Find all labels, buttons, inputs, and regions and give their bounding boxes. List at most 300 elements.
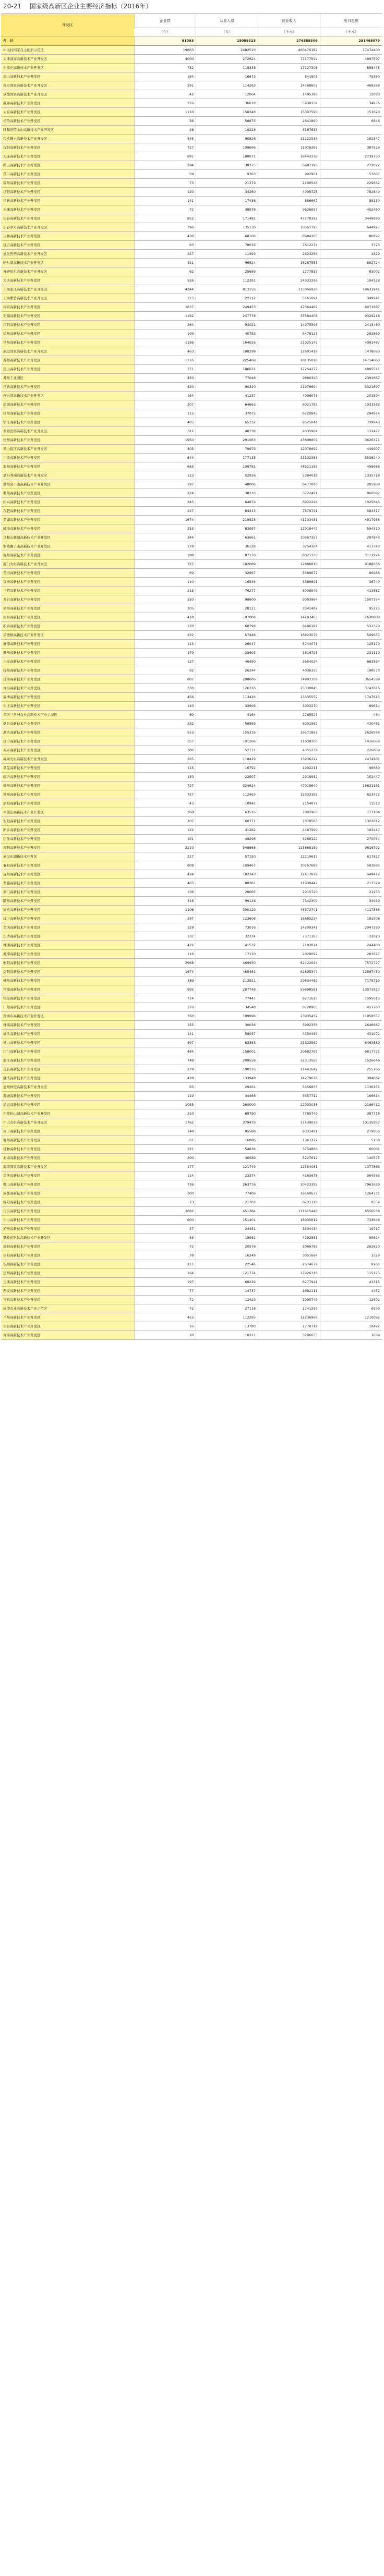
revenue-cell: 12918447: [258, 524, 320, 533]
zone-name-cell: 仙桃高新技术产业开发区: [1, 905, 134, 914]
table-row: [1, 276, 382, 285]
export-cell: 13073827: [320, 985, 382, 994]
employees-cell: 324624: [196, 781, 258, 790]
employees-cell: 83957: [196, 524, 258, 533]
table-row: [1, 1215, 382, 1224]
export-cell: 11858557: [320, 1011, 382, 1020]
zone-name-cell: 黄冈高新技术产业开发区: [1, 923, 134, 932]
table-row: [1, 471, 382, 480]
enterprises-cell: 1186: [134, 338, 196, 347]
table-row: [1, 453, 382, 462]
revenue-cell: 22033036: [258, 1100, 320, 1109]
employees-cell: 112391: [196, 276, 258, 285]
export-cell: 34939: [320, 896, 382, 905]
enterprises-cell: 141: [134, 1029, 196, 1038]
table-row: [1, 1242, 382, 1251]
column-header-employees: 从业人员: [196, 14, 258, 28]
table-row: [1, 772, 382, 781]
export-cell: 452460: [320, 205, 382, 214]
employees-cell: 108781: [196, 462, 258, 471]
employees-cell: 548668: [196, 843, 258, 852]
enterprises-cell: 1055: [134, 1100, 196, 1109]
table-row: [1, 249, 382, 258]
export-cell: 349941: [320, 294, 382, 302]
zone-name-cell: 宝鸡高新技术产业开发区: [1, 1295, 134, 1304]
revenue-cell: 17254277: [258, 364, 320, 373]
revenue-cell: 12236968: [258, 1313, 320, 1322]
enterprises-cell: 316: [134, 896, 196, 905]
revenue-cell: 13936222: [258, 754, 320, 763]
zone-name-cell: 烟台高新技术产业开发区: [1, 719, 134, 728]
zone-name-cell: 常熟高新技术产业开发区: [1, 382, 134, 391]
revenue-cell: 1990749: [258, 1295, 320, 1304]
table-row: [1, 1224, 382, 1233]
enterprises-cell: 188: [134, 551, 196, 559]
export-cell: 1478690: [320, 347, 382, 356]
export-cell: 739943: [320, 418, 382, 426]
zone-name-cell: 潍坊高新技术产业开发区: [1, 728, 134, 737]
table-row: [1, 338, 382, 347]
zone-name-cell: 咸宁高新技术产业开发区: [1, 914, 134, 923]
employees-cell: 135130: [196, 223, 258, 231]
employees-cell: 17110: [196, 949, 258, 958]
export-cell: 18631161: [320, 781, 382, 790]
export-cell: 270034: [320, 834, 382, 843]
enterprises-cell: 1176: [134, 356, 196, 364]
employees-cell: 2482510: [196, 45, 258, 54]
employees-cell: 52171: [196, 746, 258, 754]
employees-cell: 57150: [196, 852, 258, 861]
employees-cell: 20576: [196, 1242, 258, 1251]
employees-cell: 112463: [196, 790, 258, 799]
employees-cell: 78979: [196, 444, 258, 453]
table-row: [1, 1100, 382, 1109]
export-cell: 3111924: [320, 551, 382, 559]
export-cell: 663834: [320, 657, 382, 666]
export-cell: 733646: [320, 1215, 382, 1224]
export-cell: 292669: [320, 329, 382, 338]
employees-cell: 101266: [196, 737, 258, 746]
enterprises-cell: 113: [134, 639, 196, 648]
table-row: [1, 932, 382, 941]
export-cell: 644927: [320, 223, 382, 231]
revenue-cell: 30167689: [258, 861, 320, 870]
employees-cell: 77447: [196, 994, 258, 1003]
revenue-cell: 1277853: [258, 267, 320, 276]
export-cell: 3743616: [320, 683, 382, 692]
zone-name-cell: 柳州高新技术产业开发区: [1, 1136, 134, 1144]
revenue-cell: 41103481: [258, 515, 320, 524]
export-cell: 1031583: [320, 400, 382, 409]
enterprises-cell: 852: [134, 214, 196, 223]
employees-cell: 126316: [196, 683, 258, 692]
employees-cell: 182089: [196, 559, 258, 568]
export-cell: 6599: [320, 1304, 382, 1313]
enterprises-cell: 116: [134, 949, 196, 958]
table-row: [1, 808, 382, 816]
export-cell: 194128: [320, 276, 382, 285]
enterprises-cell: 140: [134, 701, 196, 710]
table-row: [1, 125, 382, 134]
export-cell: 36740: [320, 577, 382, 586]
export-cell: 4805511: [320, 364, 382, 373]
zone-name-cell: 洛阳高新技术产业开发区: [1, 799, 134, 808]
export-cell: 449907: [320, 444, 382, 453]
table-row: [1, 524, 382, 533]
employees-cell: 13429: [196, 1295, 258, 1304]
revenue-cell: 14279678: [258, 1073, 320, 1082]
table-header: [1, 14, 382, 36]
export-cell: 14714663: [320, 356, 382, 364]
table-row: [1, 719, 382, 728]
enterprises-cell: 526: [134, 276, 196, 285]
revenue-cell: 4355239: [258, 746, 320, 754]
export-cell: 2474901: [320, 754, 382, 763]
revenue-cell: 3254364: [258, 542, 320, 551]
employees-cell: 38978: [196, 205, 258, 214]
table-row: [1, 409, 382, 418]
zone-name-cell: 包头稀土高新技术产业开发区: [1, 134, 134, 143]
employees-cell: 41282: [196, 825, 258, 834]
employees-cell: 36128: [196, 542, 258, 551]
export-cell: 3626371: [320, 435, 382, 444]
zone-name-cell: 怀化高新技术产业开发区: [1, 994, 134, 1003]
employees-cell: 25689: [196, 267, 258, 276]
export-cell: 182347: [320, 134, 382, 143]
enterprises-cell: 213: [134, 586, 196, 595]
export-cell: 1210092: [320, 1313, 382, 1322]
employees-cell: 485461: [196, 967, 258, 976]
zone-name-cell: 长春净月高新技术产业开发区: [1, 223, 134, 231]
enterprises-cell: 1637: [134, 302, 196, 311]
table-row: [1, 568, 382, 577]
zone-name-cell: 长沙高新技术产业开发区: [1, 932, 134, 941]
table-row: [1, 737, 382, 746]
zone-name-cell: 阜新高新技术产业开发区: [1, 196, 134, 205]
zone-name-cell: 蚌埠高新技术产业开发区: [1, 524, 134, 533]
export-cell: 294974: [320, 409, 382, 418]
enterprises-cell: 150: [134, 772, 196, 781]
employees-cell: 64879: [196, 497, 258, 506]
export-cell: 882724: [320, 258, 382, 267]
employees-cell: 209558: [196, 1056, 258, 1065]
enterprises-cell: 20: [134, 1330, 196, 1339]
revenue-cell: 47178192: [258, 214, 320, 223]
revenue-cell: 2641890: [258, 116, 320, 125]
export-cell: 96968: [320, 568, 382, 577]
revenue-cell: 21025147: [258, 338, 320, 347]
zone-name-cell: 厦门火炬高新技术产业开发区: [1, 559, 134, 568]
employees-cell: 38375: [196, 161, 258, 169]
revenue-cell: 2106548: [258, 178, 320, 187]
table-row: [1, 311, 382, 320]
table-row: [1, 781, 382, 790]
employees-cell: 77048: [196, 373, 258, 382]
enterprises-cell: 19863: [134, 45, 196, 54]
employees-cell: 14737: [196, 1286, 258, 1295]
revenue-cell: 43898809: [258, 435, 320, 444]
enterprises-cell: 92: [134, 666, 196, 675]
table-row: [1, 497, 382, 506]
table-title: 国家级高新区企业主要经济指标（2016年）: [29, 3, 152, 10]
revenue-cell: 8728965: [258, 1003, 320, 1011]
zone-name-cell: 上海紫竹高新技术产业开发区: [1, 294, 134, 302]
revenue-cell: 3992356: [258, 1020, 320, 1029]
revenue-cell: 1902211: [258, 763, 320, 772]
table-row: [1, 542, 382, 551]
enterprises-cell: 748: [134, 1056, 196, 1065]
export-cell: 584317: [320, 506, 382, 515]
export-cell: 57607: [320, 169, 382, 178]
export-cell: 32020: [320, 932, 382, 941]
table-row: [1, 515, 382, 524]
export-cell: 10422: [320, 1322, 382, 1330]
enterprises-cell: 122: [134, 825, 196, 834]
table-row: [1, 1029, 382, 1038]
table-row: [1, 1082, 382, 1091]
enterprises-cell: 115: [134, 409, 196, 418]
revenue-cell: 3516725: [258, 648, 320, 657]
zone-name-cell: 龙岩高新技术产业开发区: [1, 595, 134, 604]
revenue-cell: 5384018: [258, 471, 320, 480]
table-row: [1, 639, 382, 648]
enterprises-cell: 184: [134, 72, 196, 81]
zone-name-cell: 杭州高新技术产业开发区: [1, 435, 134, 444]
revenue-cell: 20834489: [258, 976, 320, 985]
employees-cell: 48738: [196, 426, 258, 435]
employees-cell: 16086: [196, 1136, 258, 1144]
export-cell: 21253: [320, 887, 382, 896]
employees-cell: 28121: [196, 604, 258, 613]
table-row: [1, 1206, 382, 1215]
table-row: [1, 1171, 382, 1180]
table-row: [1, 99, 382, 107]
employees-cell: 12064: [196, 90, 258, 99]
export-cell: 1025845: [320, 497, 382, 506]
zone-name-cell: 莱芜高新技术产业开发区: [1, 763, 134, 772]
revenue-cell: 6367633: [258, 125, 320, 134]
revenue-cell: 9880340: [258, 373, 320, 382]
total-enterprises: 91093: [134, 36, 196, 45]
employees-cell: 109696: [196, 143, 258, 152]
enterprises-cell: 422: [134, 941, 196, 949]
revenue-cell: 3389677: [258, 568, 320, 577]
zone-name-cell: 绍兴高新技术产业开发区: [1, 497, 134, 506]
employees-cell: 98600: [196, 595, 258, 604]
employees-cell: 68790: [196, 1109, 258, 1118]
table-row: [1, 1065, 382, 1073]
table-row: [1, 1268, 382, 1277]
zone-name-cell: 汕头高新技术产业开发区: [1, 1029, 134, 1038]
table-row: [1, 967, 382, 976]
zone-name-cell: 盐城高新技术产业开发区: [1, 400, 134, 409]
revenue-cell: 5161691: [258, 294, 320, 302]
enterprises-cell: 420: [134, 382, 196, 391]
enterprises-cell: 207: [134, 400, 196, 409]
zone-name-cell: 鞍山高新技术产业开发区: [1, 161, 134, 169]
enterprises-cell: 389: [134, 976, 196, 985]
export-cell: 1377863: [320, 1162, 382, 1171]
employees-cell: 30036: [196, 1020, 258, 1029]
employees-cell: 48006: [196, 480, 258, 489]
table-row: [1, 861, 382, 870]
table-row: [1, 958, 382, 967]
enterprises-cell: 727: [134, 143, 196, 152]
zone-name-cell: 吉安高新技术产业开发区: [1, 657, 134, 666]
revenue-cell: 34993309: [258, 675, 320, 683]
enterprises-cell: 291: [134, 81, 196, 90]
revenue-cell: 14209341: [258, 923, 320, 932]
export-cell: 1747615: [320, 692, 382, 701]
employees-cell: 48298: [196, 834, 258, 843]
table-row: [1, 1304, 382, 1313]
zone-name-cell: 新余高新技术产业开发区: [1, 621, 134, 630]
zone-name-cell: 萧山临江高新技术产业开发区: [1, 444, 134, 453]
employees-cell: 30589: [196, 1153, 258, 1162]
employees-cell: 171482: [196, 214, 258, 223]
enterprises-cell: 72: [134, 1295, 196, 1304]
enterprises-cell: 1162: [134, 311, 196, 320]
enterprises-cell: 727: [134, 559, 196, 568]
indicator-table: [1, 14, 382, 1340]
table-row: [1, 1153, 382, 1162]
zone-name-cell: 兰州高新技术产业开发区: [1, 1313, 134, 1322]
export-cell: 4917938: [320, 515, 382, 524]
revenue-cell: 21976694: [258, 382, 320, 391]
export-cell: 2413460: [320, 320, 382, 329]
table-row: [1, 985, 382, 994]
revenue-cell: 59698581: [258, 985, 320, 994]
revenue-cell: 21441642: [258, 1065, 320, 1073]
zone-name-cell: 济南高新技术产业开发区: [1, 675, 134, 683]
table-row: [1, 400, 382, 409]
table-row: [1, 701, 382, 710]
employees-cell: 280000: [196, 1100, 258, 1109]
employees-cell: 451384: [196, 1206, 258, 1215]
export-cell: 3321697: [320, 382, 382, 391]
revenue-cell: 10561793: [258, 223, 320, 231]
enterprises-cell: 1674: [134, 967, 196, 976]
enterprises-cell: 545: [134, 134, 196, 143]
revenue-cell: 8277941: [258, 1277, 320, 1286]
employees-cell: 46490: [196, 657, 258, 666]
employees-cell: 64313: [196, 506, 258, 515]
export-cell: 272022: [320, 161, 382, 169]
export-cell: 417343: [320, 542, 382, 551]
employees-cell: 113426: [196, 692, 258, 701]
zone-name-cell: 青岛高新技术产业开发区: [1, 683, 134, 692]
enterprises-cell: 484: [134, 1047, 196, 1056]
enterprises-cell: 727: [134, 781, 196, 790]
enterprises-cell: 164: [134, 391, 196, 400]
zone-name-cell: 璧山高新技术产业开发区: [1, 1180, 134, 1189]
table-row: [1, 267, 382, 276]
column-header-revenue: 营业收入: [258, 14, 320, 28]
export-cell: 2739750: [320, 152, 382, 161]
table-row: [1, 816, 382, 825]
table-row: [1, 373, 382, 382]
revenue-cell: 460476182: [258, 45, 320, 54]
zone-name-cell: 南宁高新技术产业开发区: [1, 1127, 134, 1136]
export-cell: 198570: [320, 666, 382, 675]
enterprises-cell: 683: [134, 462, 196, 471]
zone-name-cell: 武进国家高新技术产业开发区: [1, 347, 134, 356]
employees-cell: 469930: [196, 958, 258, 967]
export-cell: 1335718: [320, 471, 382, 480]
enterprises-cell: 63: [134, 1082, 196, 1091]
table-row: [1, 852, 382, 861]
export-cell: 4452: [320, 1286, 382, 1295]
zone-name-cell: 枣庄高新技术产业开发区: [1, 701, 134, 710]
employees-cell: 112285: [196, 1313, 258, 1322]
export-cell: 387526: [320, 143, 382, 152]
export-cell: 9616792: [320, 843, 382, 852]
zone-name-cell: 长治高新技术产业开发区: [1, 116, 134, 125]
employees-cell: 40783: [196, 329, 258, 338]
enterprises-cell: 119: [134, 1091, 196, 1100]
employees-cell: 64663: [196, 400, 258, 409]
zone-name-cell: 扬州高新技术产业开发区: [1, 409, 134, 418]
employees-cell: 107008: [196, 613, 258, 621]
table-row: [1, 923, 382, 932]
revenue-cell: 2918982: [258, 772, 320, 781]
export-cell: 279856: [320, 1127, 382, 1136]
zone-name-cell: 郑州高新技术产业开发区: [1, 790, 134, 799]
zone-name-cell: 宁波高新技术产业开发区: [1, 453, 134, 462]
export-cell: 6071887: [320, 302, 382, 311]
enterprises-cell: 109: [134, 329, 196, 338]
zone-name-cell: 莆田高新技术产业开发区: [1, 568, 134, 577]
export-cell: 4897597: [320, 54, 382, 63]
export-cell: 593865: [320, 861, 382, 870]
table-row: [1, 1286, 382, 1295]
revenue-cell: 12417879: [258, 870, 320, 878]
export-cell: 41315: [320, 1277, 382, 1286]
revenue-cell: 7802960: [258, 808, 320, 816]
total-export: 291468079: [320, 36, 382, 45]
zone-name-cell: 沈阳高新技术产业开发区: [1, 143, 134, 152]
revenue-cell: 5744071: [258, 639, 320, 648]
zone-name-cell: 景德镇高新技术产业开发区: [1, 630, 134, 639]
table-row: [1, 294, 382, 302]
employees-cell: 23603: [196, 648, 258, 657]
table-row: [1, 107, 382, 116]
enterprises-cell: 61: [134, 1136, 196, 1144]
zone-name-cell: 泸州高新技术产业开发区: [1, 1224, 134, 1233]
employees-cell: 155316: [196, 728, 258, 737]
employees-cell: 169467: [196, 861, 258, 870]
export-cell: 394682: [320, 1073, 382, 1082]
enterprises-cell: 284: [134, 161, 196, 169]
employees-cell: 95588: [196, 1127, 258, 1136]
table-row: [1, 1020, 382, 1029]
zone-name-cell: 株洲高新技术产业开发区: [1, 941, 134, 949]
export-cell: 281617: [320, 949, 382, 958]
revenue-cell: 47018640: [258, 781, 320, 790]
revenue-cell: 15333162: [258, 790, 320, 799]
enterprises-cell: 3682: [134, 1206, 196, 1215]
employees-cell: 158001: [196, 1047, 258, 1056]
export-cell: 115125: [320, 1268, 382, 1277]
table-row: [1, 675, 382, 683]
zone-name-cell: 泰州医药高新技术产业开发区: [1, 426, 134, 435]
revenue-cell: 18035819: [258, 1215, 320, 1224]
zone-name-cell: 东莞松山湖高新技术产业开发区: [1, 1109, 134, 1118]
revenue-cell: 9496191: [258, 621, 320, 630]
export-cell: 19717: [320, 1224, 382, 1233]
zone-name-cell: 衢州高新技术产业开发区: [1, 489, 134, 497]
table-row: [1, 577, 382, 586]
